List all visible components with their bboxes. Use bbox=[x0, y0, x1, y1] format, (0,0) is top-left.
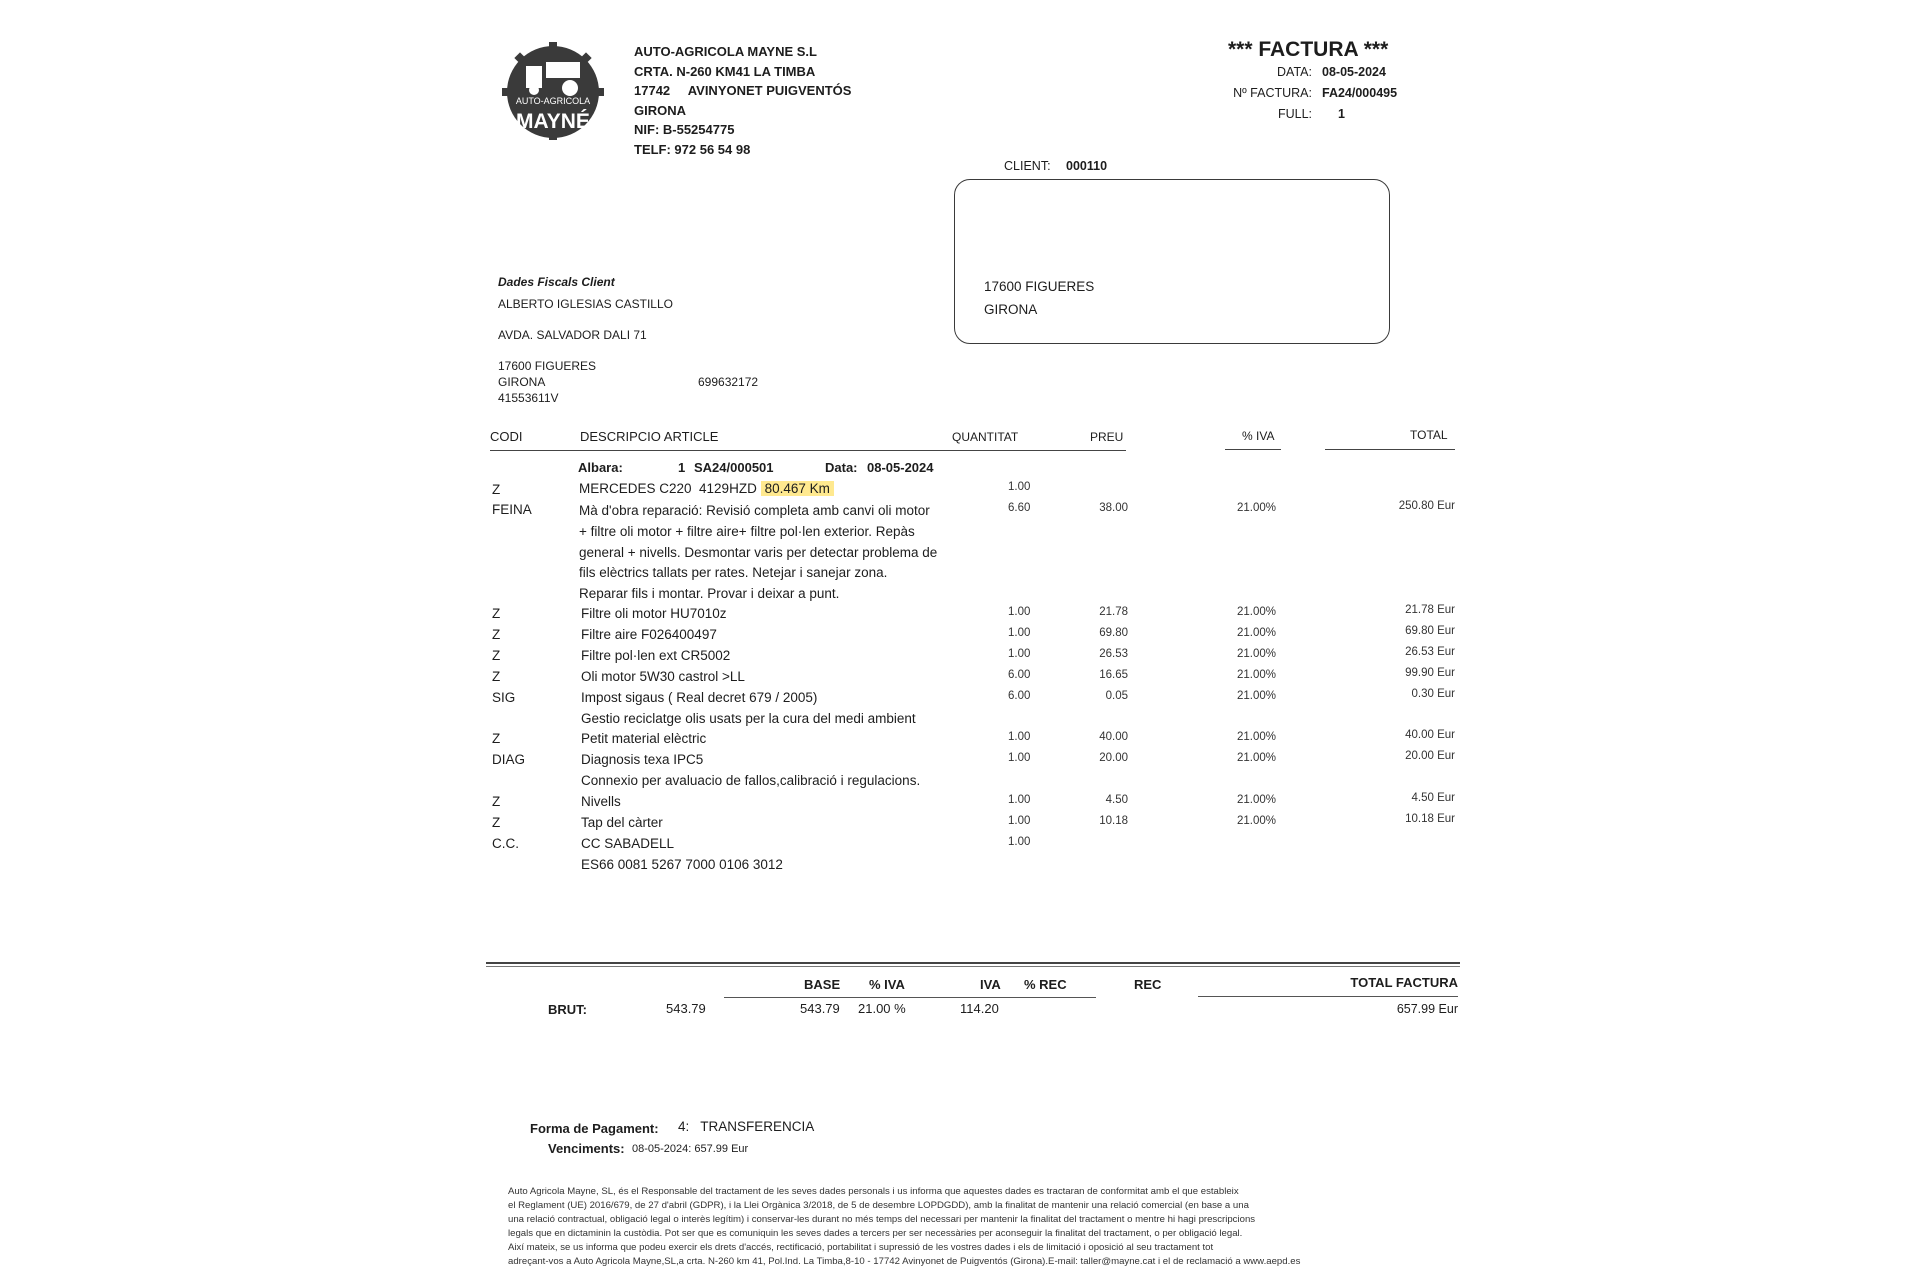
item-code: Z bbox=[492, 794, 501, 810]
totals-rule bbox=[1198, 996, 1458, 997]
item-description: Filtre pol·len ext CR5002 bbox=[581, 647, 731, 663]
item-vat: 21.00% bbox=[1237, 626, 1277, 639]
item-description: ES66 0081 5267 7000 0106 3012 bbox=[581, 856, 783, 872]
company-line: TELF: 972 56 54 98 bbox=[634, 141, 751, 157]
item-vat: 21.00% bbox=[1237, 606, 1277, 618]
totals-header-total: TOTAL FACTURA bbox=[1350, 975, 1458, 990]
item-quantity: 1.00 bbox=[1008, 606, 1031, 618]
item-description: Nivells bbox=[581, 794, 621, 810]
payment-method: 4: TRANSFERENCIA bbox=[678, 1119, 815, 1134]
item-price: 69.80 bbox=[1099, 626, 1128, 639]
item-total: 21.78 Eur bbox=[1405, 604, 1455, 616]
invoice-number-label: Nº FACTURA: bbox=[1233, 86, 1312, 100]
vehicle-km-highlight: 80.467 Km bbox=[761, 481, 834, 496]
item-price: 10.18 bbox=[1099, 815, 1128, 827]
due-label: Venciments: bbox=[548, 1141, 625, 1156]
header-vat: % IVA bbox=[1242, 429, 1275, 443]
labor-price: 38.00 bbox=[1099, 502, 1128, 514]
item-quantity: 1.00 bbox=[1008, 794, 1031, 807]
company-logo bbox=[498, 40, 608, 140]
totals-base: 543.79 bbox=[800, 1001, 840, 1016]
item-vat: 21.00% bbox=[1237, 647, 1277, 660]
item-quantity: 1.00 bbox=[1008, 626, 1031, 639]
albara-label: Albara: bbox=[578, 460, 623, 475]
client-address-box bbox=[954, 179, 1390, 344]
item-code: Z bbox=[492, 626, 501, 642]
item-vat: 21.00% bbox=[1237, 752, 1277, 765]
albara-reference: SA24/000501 bbox=[694, 460, 774, 475]
company-info bbox=[634, 42, 851, 159]
labor-description bbox=[579, 501, 937, 605]
item-description: Gestio reciclatge olis usats per la cura del medi ambient bbox=[581, 710, 916, 726]
legal-notice bbox=[508, 1185, 1358, 1269]
item-total: 40.00 Eur bbox=[1405, 729, 1455, 742]
company-line: GIRONA bbox=[634, 102, 686, 118]
legal-line: adreçant-vos a Auto Agricola Mayne,SL,a crta. N-260 km 41, Pol.Ind. La Timba,8-10 - 17742 Avinyonet de Puigventós (Girona).E-mail: taller@mayne.cat i el de reclamació a www.aepd.es bbox=[508, 1256, 1301, 1267]
header-rule bbox=[490, 450, 1126, 451]
item-vat: 21.00% bbox=[1237, 815, 1277, 827]
item-price: 20.00 bbox=[1099, 752, 1128, 765]
item-quantity: 1.00 bbox=[1008, 647, 1031, 660]
labor-code: FEINA bbox=[492, 502, 532, 517]
header-rule bbox=[1225, 449, 1281, 450]
payment-label: Forma de Pagament: bbox=[530, 1121, 659, 1136]
item-quantity: 1.00 bbox=[1008, 835, 1031, 848]
invoice-title: *** FACTURA *** bbox=[1228, 38, 1389, 61]
albara-date-label: Data: bbox=[825, 460, 858, 475]
client-province: GIRONA bbox=[498, 375, 546, 389]
totals-invoice-total: 657.99 Eur bbox=[1396, 1002, 1458, 1016]
item-code: Z bbox=[492, 647, 501, 663]
brut-label: BRUT: bbox=[548, 1002, 587, 1017]
item-description: Filtre aire F026400497 bbox=[581, 626, 717, 642]
header-total: TOTAL bbox=[1410, 428, 1448, 442]
albara-date: 08-05-2024 bbox=[867, 460, 934, 475]
item-description: Filtre oli motor HU7010z bbox=[581, 606, 727, 621]
brut-value: 543.79 bbox=[666, 1001, 706, 1016]
labor-line: Mà d'obra reparació: Revisió completa amb canvi oli motor bbox=[579, 503, 930, 518]
legal-line: legals que en dictaminin la custòdia. Pot ser que es comuniquin les seves dades a tercers per ser necessàries per aconseguir la finalitat del tractament, o per obligació legal. bbox=[508, 1228, 1243, 1239]
header-description: DESCRIPCIO ARTICLE bbox=[580, 429, 719, 444]
item-price: 40.00 bbox=[1099, 731, 1128, 744]
legal-line: Així mateix, se us informa que podeu exercir els drets d'accés, rectificació, portabilitat i supressió de les vostres dades i els de limitació i oposició al seu tractament tot bbox=[508, 1242, 1214, 1253]
item-price: 0.05 bbox=[1105, 689, 1128, 702]
item-price: 21.78 bbox=[1099, 606, 1128, 618]
client-phone: 699632172 bbox=[698, 375, 759, 389]
labor-quantity: 6.60 bbox=[1008, 502, 1031, 514]
totals-header-rec-pct: % REC bbox=[1024, 977, 1067, 992]
totals-vat-pct: 21.00 % bbox=[858, 1001, 906, 1016]
invoice-date-label: DATA: bbox=[1277, 65, 1312, 79]
client-code: 000110 bbox=[1066, 159, 1108, 173]
logo-text-top: AUTO-AGRICOLA bbox=[515, 96, 591, 106]
item-code: C.C. bbox=[492, 835, 519, 851]
item-description: Petit material elèctric bbox=[581, 731, 707, 747]
client-box-line: GIRONA bbox=[984, 302, 1038, 317]
invoice-number: FA24/000495 bbox=[1322, 86, 1398, 100]
item-total: 10.18 Eur bbox=[1405, 813, 1455, 825]
item-price: 26.53 bbox=[1099, 647, 1128, 660]
invoice-sheet: 1 bbox=[1338, 107, 1345, 121]
item-quantity: 1.00 bbox=[1008, 731, 1031, 744]
item-vat: 21.00% bbox=[1237, 689, 1277, 702]
item-vat: 21.00% bbox=[1237, 668, 1277, 681]
totals-rule bbox=[724, 997, 1096, 998]
client-city: 17600 FIGUERES bbox=[498, 359, 597, 373]
albara-number: 1 bbox=[678, 460, 686, 475]
item-quantity: 1.00 bbox=[1008, 752, 1031, 765]
item-code: DIAG bbox=[492, 752, 526, 768]
item-description: Diagnosis texa IPC5 bbox=[581, 752, 704, 768]
client-nif: 41553611V bbox=[498, 391, 559, 405]
item-description: Tap del càrter bbox=[581, 815, 663, 830]
vehicle-code: Z bbox=[492, 482, 501, 497]
fiscal-heading: Dades Fiscals Client bbox=[498, 275, 615, 289]
item-quantity: 1.00 bbox=[1008, 815, 1031, 827]
vehicle-description bbox=[579, 481, 834, 496]
labor-vat: 21.00% bbox=[1237, 502, 1277, 514]
item-quantity: 6.00 bbox=[1008, 689, 1031, 702]
item-price: 4.50 bbox=[1105, 794, 1128, 807]
item-code: Z bbox=[492, 815, 501, 830]
totals-header-rec: REC bbox=[1134, 977, 1162, 992]
labor-line: fils elèctrics tallats per rates. Netejar i sanejar zona. bbox=[579, 565, 888, 581]
labor-line: Reparar fils i montar. Provar i deixar a punt. bbox=[579, 586, 840, 602]
item-code: SIG bbox=[492, 689, 516, 705]
item-description: Connexio per avaluacio de fallos,calibració i regulacions. bbox=[581, 773, 921, 789]
item-quantity: 6.00 bbox=[1008, 668, 1031, 681]
header-code: CODI bbox=[490, 429, 523, 444]
header-price: PREU bbox=[1090, 430, 1124, 444]
legal-line: una relació contractual, obligació legal o interès legítim) i conservar-les durant no més temps del necessari per mantenir la finalitat del tractament o mentre hi hagi prescripcions bbox=[508, 1214, 1256, 1225]
item-code: Z bbox=[492, 606, 501, 621]
item-total: 99.90 Eur bbox=[1405, 666, 1455, 679]
totals-rule-top bbox=[486, 966, 1460, 967]
invoice-sheet-label: FULL: bbox=[1277, 107, 1312, 121]
totals-header-vat-pct: % IVA bbox=[869, 977, 905, 992]
item-description: Impost sigaus ( Real decret 679 / 2005) bbox=[581, 689, 818, 705]
labor-line: + filtre oli motor + filtre aire+ filtre pol·len exterior. Repàs bbox=[579, 523, 915, 539]
labor-total: 250.80 Eur bbox=[1398, 500, 1455, 512]
item-code: Z bbox=[492, 731, 501, 747]
item-total: 20.00 Eur bbox=[1405, 750, 1455, 763]
totals-rule-top bbox=[486, 962, 1460, 964]
company-line: CRTA. N-260 KM41 LA TIMBA bbox=[634, 63, 816, 79]
header-quantity: QUANTITAT bbox=[952, 430, 1019, 444]
labor-line: general + nivells. Desmontar varis per detectar problema de bbox=[579, 544, 938, 560]
company-line: AUTO-AGRICOLA MAYNE S.L bbox=[634, 44, 817, 59]
vehicle-quantity: 1.00 bbox=[1008, 481, 1031, 493]
client-code-label: CLIENT: bbox=[1004, 159, 1051, 173]
invoice-date: 08-05-2024 bbox=[1322, 65, 1386, 79]
client-box-line: 17600 FIGUERES bbox=[984, 279, 1095, 294]
client-name: ALBERTO IGLESIAS CASTILLO bbox=[498, 297, 673, 311]
item-description: CC SABADELL bbox=[581, 835, 675, 851]
item-description: Oli motor 5W30 castrol >LL bbox=[581, 668, 745, 684]
due-value: 08-05-2024: 657.99 Eur bbox=[632, 1143, 749, 1155]
totals-header-base: BASE bbox=[804, 977, 841, 992]
company-line: NIF: B-55254775 bbox=[634, 122, 735, 137]
vehicle-model: MERCEDES C220 4129HZD bbox=[579, 481, 757, 496]
logo-text-main: MAYNÉ bbox=[516, 110, 590, 133]
client-address: AVDA. SALVADOR DALI 71 bbox=[498, 328, 647, 342]
header-rule bbox=[1325, 449, 1455, 450]
item-total: 69.80 Eur bbox=[1405, 624, 1455, 637]
item-price: 16.65 bbox=[1099, 668, 1128, 681]
company-line: 17742 AVINYONET PUIGVENTÓS bbox=[634, 83, 852, 98]
item-vat: 21.00% bbox=[1237, 731, 1277, 744]
legal-line: el Reglament (UE) 2016/679, de 27 d'abril (GDPR), i la Llei Orgànica 3/2018, de 5 de desembre LOPDGDD), amb la finalitat de mantenir una relació comercial (en base a una bbox=[508, 1200, 1249, 1211]
item-total: 4.50 Eur bbox=[1411, 792, 1455, 805]
totals-vat: 114.20 bbox=[960, 1001, 999, 1016]
totals-header-vat: IVA bbox=[980, 977, 1001, 992]
item-vat: 21.00% bbox=[1237, 794, 1277, 807]
legal-line: Auto Agricola Mayne, SL, és el Responsable del tractament de les seves dades personals i us informa que aquestes dades es tractaran de conformitat amb el que estableix bbox=[508, 1186, 1239, 1197]
item-total: 0.30 Eur bbox=[1411, 687, 1455, 700]
item-code: Z bbox=[492, 668, 501, 684]
item-total: 26.53 Eur bbox=[1405, 645, 1455, 658]
